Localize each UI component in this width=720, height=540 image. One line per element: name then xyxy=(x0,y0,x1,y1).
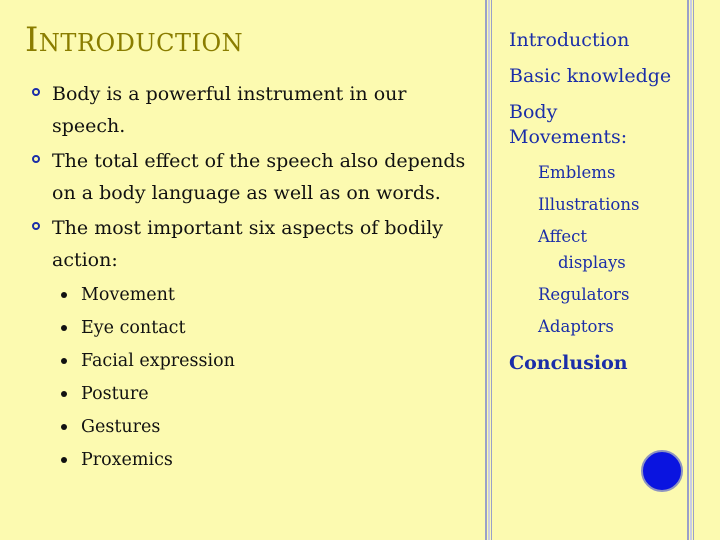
dot-bullet-icon xyxy=(61,391,67,397)
sub-bullet-item xyxy=(30,411,470,444)
nav-subitems xyxy=(538,157,679,343)
divider-bar xyxy=(690,0,692,540)
bullet-text: Body is a powerful instrument in our speech. xyxy=(52,83,407,137)
dot-bullet-icon xyxy=(61,358,67,364)
bullet-list xyxy=(30,78,470,276)
ring-bullet-icon xyxy=(32,222,40,230)
sub-bullet-text: Movement xyxy=(81,285,175,305)
nav-item-body-movements[interactable]: Body Movements: xyxy=(509,101,628,148)
ring-bullet-icon xyxy=(32,155,40,163)
circle-decoration-icon xyxy=(641,450,683,492)
divider-bar xyxy=(687,0,689,540)
nav-subitem-regulators[interactable]: Regulators xyxy=(538,285,630,304)
sub-bullet-item xyxy=(30,378,470,411)
sub-bullet-item xyxy=(30,279,470,312)
sub-bullet-item xyxy=(30,345,470,378)
ring-bullet-icon xyxy=(32,88,40,96)
bullet-item xyxy=(30,78,470,142)
dot-bullet-icon xyxy=(61,292,67,298)
sub-bullet-text: Proxemics xyxy=(81,450,173,470)
section-nav xyxy=(509,28,679,387)
bullet-text: The total effect of the speech also depends on a body language as well as on words. xyxy=(52,150,466,204)
sub-bullet-item xyxy=(30,312,470,345)
nav-item-conclusion[interactable]: Conclusion xyxy=(509,352,628,374)
dot-bullet-icon xyxy=(61,424,67,430)
sub-bullet-text: Facial expression xyxy=(81,351,235,371)
sub-bullet-item xyxy=(30,444,470,477)
bullet-text: The most important six aspects of bodily action: xyxy=(52,217,444,271)
nav-subitem-adaptors[interactable]: Adaptors xyxy=(538,317,614,336)
nav-subitem-affect-displays[interactable] xyxy=(538,221,679,279)
slide-title: Introduction xyxy=(25,20,244,60)
nav-subitem-illustrations[interactable]: Illustrations xyxy=(538,195,640,214)
divider-bar xyxy=(485,0,487,540)
sub-bullet-text: Gestures xyxy=(81,417,161,437)
nav-item-basic-knowledge[interactable]: Basic knowledge xyxy=(509,65,672,87)
content-area xyxy=(30,78,470,477)
sub-bullet-text: Eye contact xyxy=(81,318,186,338)
nav-subitem-emblems[interactable]: Emblems xyxy=(538,163,616,182)
sub-bullet-list xyxy=(30,279,470,477)
nav-subitem-label: Affect xyxy=(538,227,587,246)
nav-item-introduction[interactable]: Introduction xyxy=(509,29,630,51)
divider-bar xyxy=(491,0,492,540)
divider-bar xyxy=(488,0,490,540)
bullet-item xyxy=(30,145,470,209)
nav-subitem-label: displays xyxy=(558,253,626,272)
dot-bullet-icon xyxy=(61,325,67,331)
sub-bullet-text: Posture xyxy=(81,384,149,404)
bullet-item xyxy=(30,212,470,276)
divider-bar xyxy=(693,0,694,540)
dot-bullet-icon xyxy=(61,457,67,463)
